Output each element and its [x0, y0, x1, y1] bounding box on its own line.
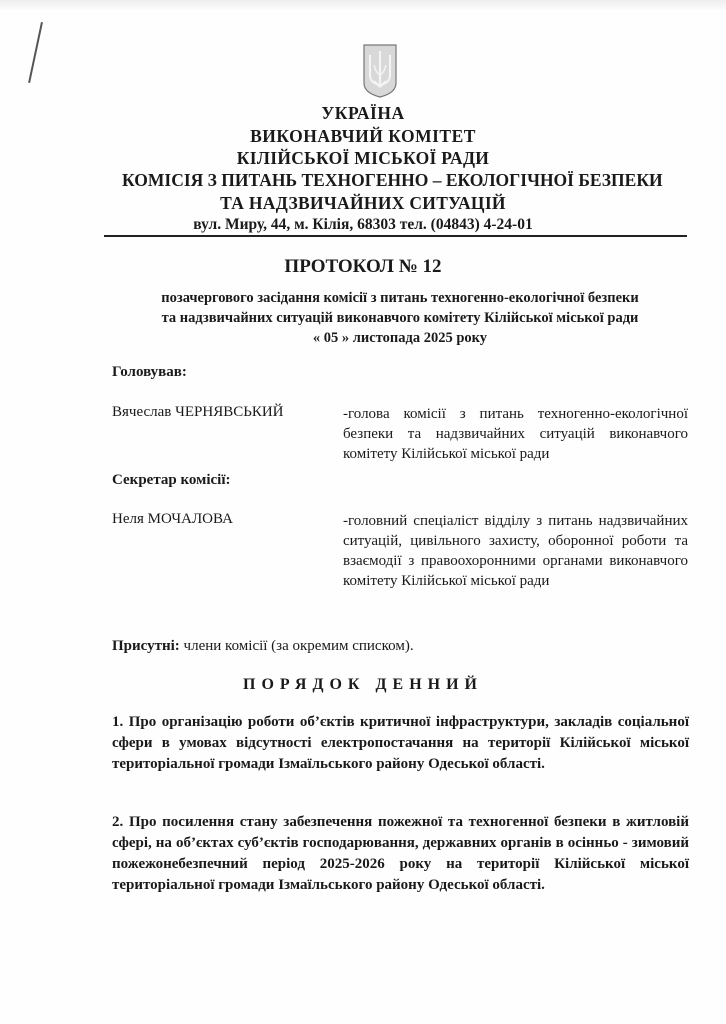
chair-name: Вячеслав ЧЕРНЯВСЬКИЙ — [112, 404, 284, 420]
protocol-title: ПРОТОКОЛ № 12 — [284, 256, 442, 277]
subtitle-line2: та надзвичайних ситуацій виконавчого комітету Кілійської міської ради — [161, 310, 639, 326]
agenda-item: 2. Про посилення стану забезпечення пожежної та техногенної безпеки в житловій сфері, на об’єктах суб’єктів господарювання, державних органів в осінньо - зимовий пожежонебезпечний період 2025-2026 року на території Кілійської міської територіальної громади Ізмаїльського району Одеської області. — [112, 814, 689, 893]
trident-coat-of-arms-icon — [362, 43, 398, 99]
protocol-subtitle — [100, 288, 700, 348]
present-label: Присутні: — [112, 638, 180, 654]
chair-label: Головував: — [112, 364, 187, 380]
meeting-date: « 05 » листопада 2025 року — [312, 330, 488, 346]
subtitle-line1: позачергового засідання комісії з питань техногенно-екологічної безпеки — [161, 290, 639, 306]
secretary-role: -головний спеціаліст відділу з питань надзвичайних ситуацій, цивільного захисту, оборонної роботи та взаємодії з правоохоронними органами виконавчого комітету Кілійської міської ради — [343, 513, 688, 589]
present-text: члени комісії (за окремим списком). — [179, 638, 414, 654]
commission-heading-line1: КОМІСІЯ З ПИТАНЬ ТЕХНОГЕННО – ЕКОЛОГІЧНОЇ БЕЗПЕКИ — [122, 170, 663, 190]
secretary-name: Неля МОЧАЛОВА — [112, 511, 233, 527]
scan-edge-shadow — [0, 0, 726, 10]
agenda-item: 1. Про організацію роботи об’єктів критичної інфраструктури, закладів соціальної сфери в умовах відсутності електропостачання на території Кілійської міської територіальної громади Ізмаїльського району Одеської області. — [112, 714, 689, 772]
committee-heading: ВИКОНАВЧИЙ КОМІТЕТ — [250, 126, 476, 146]
header-divider — [104, 235, 687, 237]
council-heading: КІЛІЙСЬКОЇ МІСЬКОЇ РАДИ — [236, 148, 490, 168]
agenda-title: ПОРЯДОК ДЕННИЙ — [243, 676, 483, 693]
commission-heading-line2: ТА НАДЗВИЧАЙНИХ СИТУАЦІЙ — [220, 193, 506, 213]
secretary-label: Секретар комісії: — [112, 472, 231, 488]
pen-mark — [28, 22, 42, 83]
address-line: вул. Миру, 44, м. Кілія, 68303 тел. (04843) 4-24-01 — [193, 216, 533, 233]
chair-role: -голова комісії з питань техногенно-екологічної безпеки та надзвичайних ситуацій виконавчого комітету Кілійської міської ради — [343, 406, 688, 462]
country-heading: УКРАЇНА — [321, 103, 405, 123]
present-line — [112, 638, 414, 655]
